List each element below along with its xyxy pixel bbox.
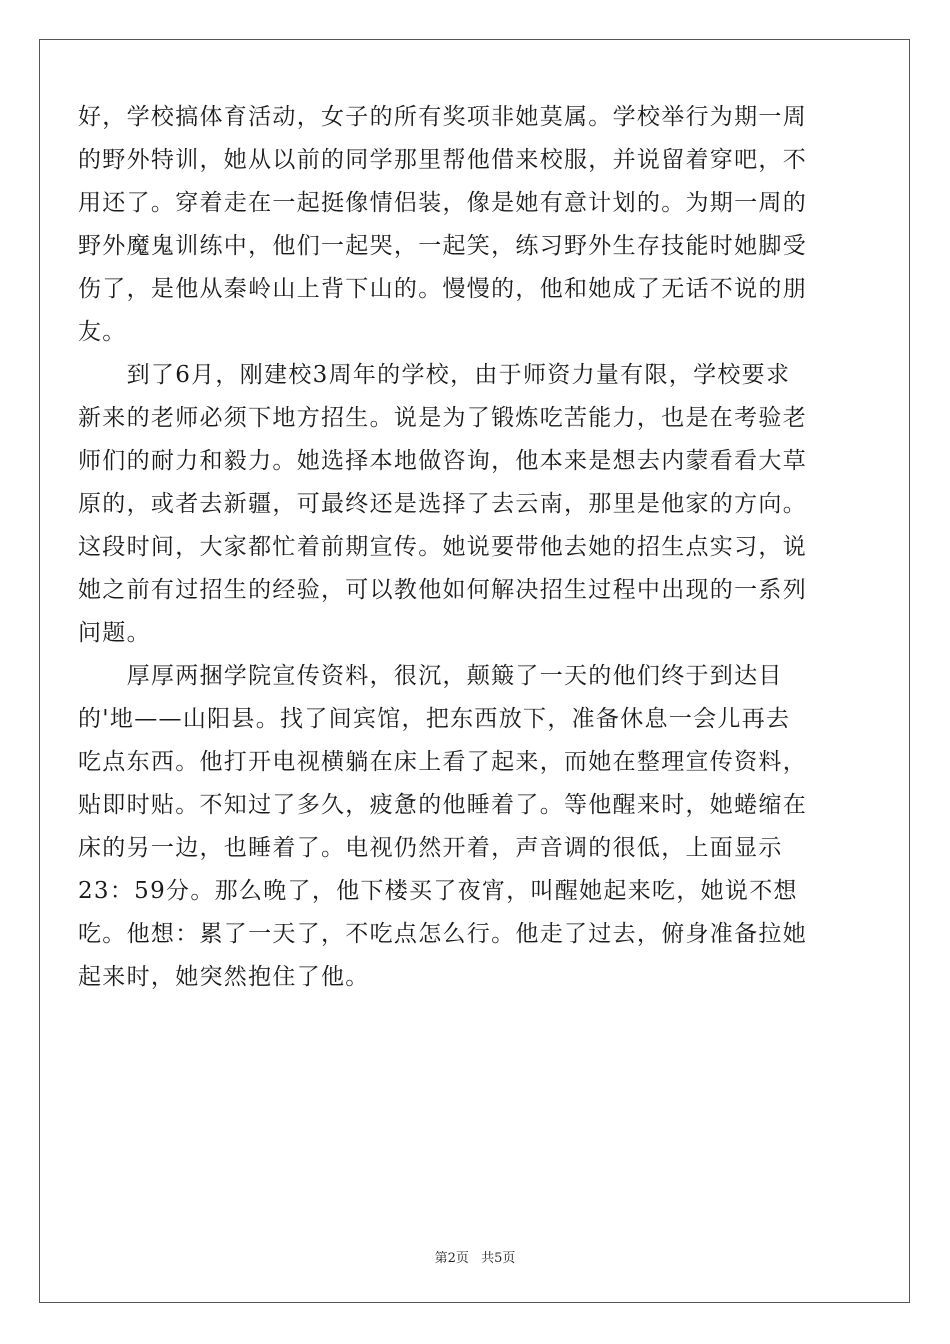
- text-line: 的'地——山阳县。找了间宾馆，把东西放下，准备休息一会儿再去: [78, 706, 791, 732]
- text-line: 用还了。穿着走在一起挺像情侣装，像是她有意计划的。为期一周的: [78, 190, 807, 216]
- paragraph-2: [78, 354, 834, 655]
- document-body: [78, 96, 834, 999]
- text-line: 吃。他想：累了一天了，不吃点怎么行。他走了过去，俯身准备拉她: [78, 921, 807, 947]
- page-total: 共5页: [481, 1251, 516, 1266]
- text-line: 吃点东西。他打开电视横躺在床上看了起来，而她在整理宣传资料，: [78, 749, 807, 775]
- text-line: 伤了，是他从秦岭山上背下山的。慢慢的，他和她成了无话不说的朋: [78, 276, 807, 302]
- text-line: 野外魔鬼训练中，他们一起哭，一起笑，练习野外生存技能时她脚受: [78, 233, 807, 259]
- text-line: 床的另一边，也睡着了。电视仍然开着，声音调的很低，上面显示: [78, 835, 783, 861]
- text-line: 友。: [78, 319, 127, 345]
- text-line: 起来时，她突然抱住了他。: [78, 964, 370, 990]
- paragraph-1: [78, 96, 834, 354]
- text-line: 这段时间，大家都忙着前期宣传。她说要带他去她的招生点实习，说: [78, 534, 807, 560]
- text-line: 新来的老师必须下地方招生。说是为了锻炼吃苦能力，也是在考验老: [78, 405, 807, 431]
- text-line: 23：59分。那么晚了，他下楼买了夜宵，叫醒她起来吃，她说不想: [78, 878, 798, 904]
- text-line: 问题。: [78, 620, 151, 646]
- text-line: 原的，或者去新疆，可最终还是选择了去云南，那里是他家的方向。: [78, 491, 807, 517]
- page-footer: [0, 1247, 950, 1266]
- text-line: 好，学校搞体育活动，女子的所有奖项非她莫属。学校举行为期一周: [78, 104, 807, 130]
- text-line: 到了6月，刚建校3周年的学校，由于师资力量有限，学校要求: [78, 362, 791, 388]
- paragraph-3: [78, 655, 834, 999]
- text-line: 贴即时贴。不知过了多久，疲惫的他睡着了。等他醒来时，她蜷缩在: [78, 792, 807, 818]
- text-line: 厚厚两捆学院宣传资料，很沉，颠簸了一天的他们终于到达目: [78, 663, 783, 689]
- page-number: 第2页: [434, 1251, 469, 1266]
- text-line: 的野外特训，她从以前的同学那里帮他借来校服，并说留着穿吧，不: [78, 147, 807, 173]
- text-line: 她之前有过招生的经验，可以教他如何解决招生过程中出现的一系列: [78, 577, 807, 603]
- text-line: 师们的耐力和毅力。她选择本地做咨询，他本来是想去内蒙看看大草: [78, 448, 807, 474]
